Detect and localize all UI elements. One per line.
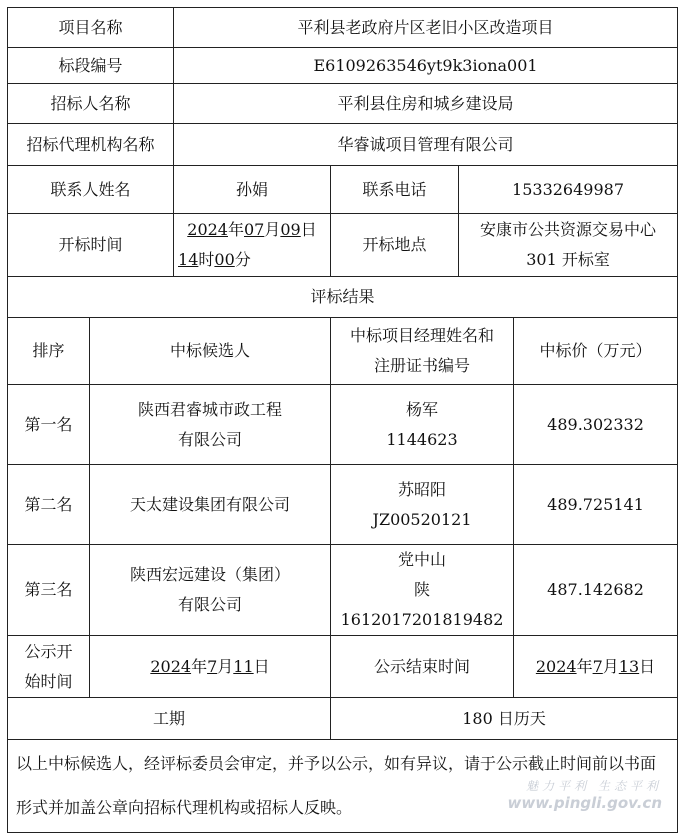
section-label: 标段编号	[8, 48, 174, 84]
publicity-end-label: 公示结束时间	[331, 636, 514, 698]
row-publicity	[8, 636, 678, 698]
tenderer-label: 招标人名称	[8, 84, 174, 124]
rank-cell: 第一名	[8, 385, 90, 465]
price-cell: 489.725141	[514, 465, 678, 545]
contact-value: 孙娟	[174, 166, 331, 214]
phone-value: 15332649987	[459, 166, 678, 214]
row-project-name	[8, 8, 678, 48]
bid-result-table	[7, 7, 678, 833]
row-open	[8, 214, 678, 277]
row-period	[8, 698, 678, 740]
period-value: 180 日历天	[331, 698, 678, 740]
open-place-label: 开标地点	[331, 214, 459, 277]
manager-cell: 党中山 陕 1612017201819482	[331, 545, 514, 636]
rank-cell: 第二名	[8, 465, 90, 545]
row-agency	[8, 124, 678, 166]
header-rank: 排序	[8, 318, 90, 385]
publicity-end-value: 2024年7月13日	[514, 636, 678, 698]
project-name-value: 平利县老政府片区老旧小区改造项目	[174, 8, 678, 48]
publicity-start-value: 2024年7月11日	[90, 636, 331, 698]
header-candidate: 中标候选人	[90, 318, 331, 385]
results-title: 评标结果	[8, 277, 678, 318]
row-tenderer	[8, 84, 678, 124]
candidate-cell: 陕西君睿城市政工程 有限公司	[90, 385, 331, 465]
phone-label: 联系电话	[331, 166, 459, 214]
watermark-url: www.pingli.gov.cn	[507, 794, 662, 812]
period-label: 工期	[8, 698, 331, 740]
rank-cell: 第三名	[8, 545, 90, 636]
project-name-label: 项目名称	[8, 8, 174, 48]
open-time-value	[174, 214, 331, 277]
tenderer-value: 平利县住房和城乡建设局	[174, 84, 678, 124]
row-contact	[8, 166, 678, 214]
table-row	[8, 545, 678, 636]
contact-label: 联系人姓名	[8, 166, 174, 214]
agency-label: 招标代理机构名称	[8, 124, 174, 166]
open-time-label: 开标时间	[8, 214, 174, 277]
price-cell: 487.142682	[514, 545, 678, 636]
open-date: 2024年07月09日	[187, 220, 317, 239]
row-section	[8, 48, 678, 84]
row-results-title	[8, 277, 678, 318]
open-place-value: 安康市公共资源交易中心 301 开标室	[459, 214, 678, 277]
section-value: E6109263546yt9k3iona001	[174, 48, 678, 84]
manager-cell: 杨军 1144623	[331, 385, 514, 465]
results-header-row	[8, 318, 678, 385]
price-cell: 489.302332	[514, 385, 678, 465]
table-row	[8, 385, 678, 465]
header-manager: 中标项目经理姓名和 注册证书编号	[331, 318, 514, 385]
candidate-cell: 天太建设集团有限公司	[90, 465, 331, 545]
candidate-cell: 陕西宏远建设（集团） 有限公司	[90, 545, 331, 636]
publicity-start-label: 公示开 始时间	[8, 636, 90, 698]
notice-text: 以上中标候选人，经评标委员会审定，并予以公示，如有异议，请于公示截止时间前以书面形式并加盖公章向招标代理机构或招标人反映。	[8, 740, 678, 833]
watermark-slogan: 魅力平利 生态平利	[526, 779, 662, 793]
manager-cell: 苏昭阳 JZ00520121	[331, 465, 514, 545]
table-row	[8, 465, 678, 545]
open-clock: 14时00分	[178, 250, 251, 269]
agency-value: 华睿诚项目管理有限公司	[174, 124, 678, 166]
header-price: 中标价（万元）	[514, 318, 678, 385]
site-watermark	[508, 777, 662, 812]
